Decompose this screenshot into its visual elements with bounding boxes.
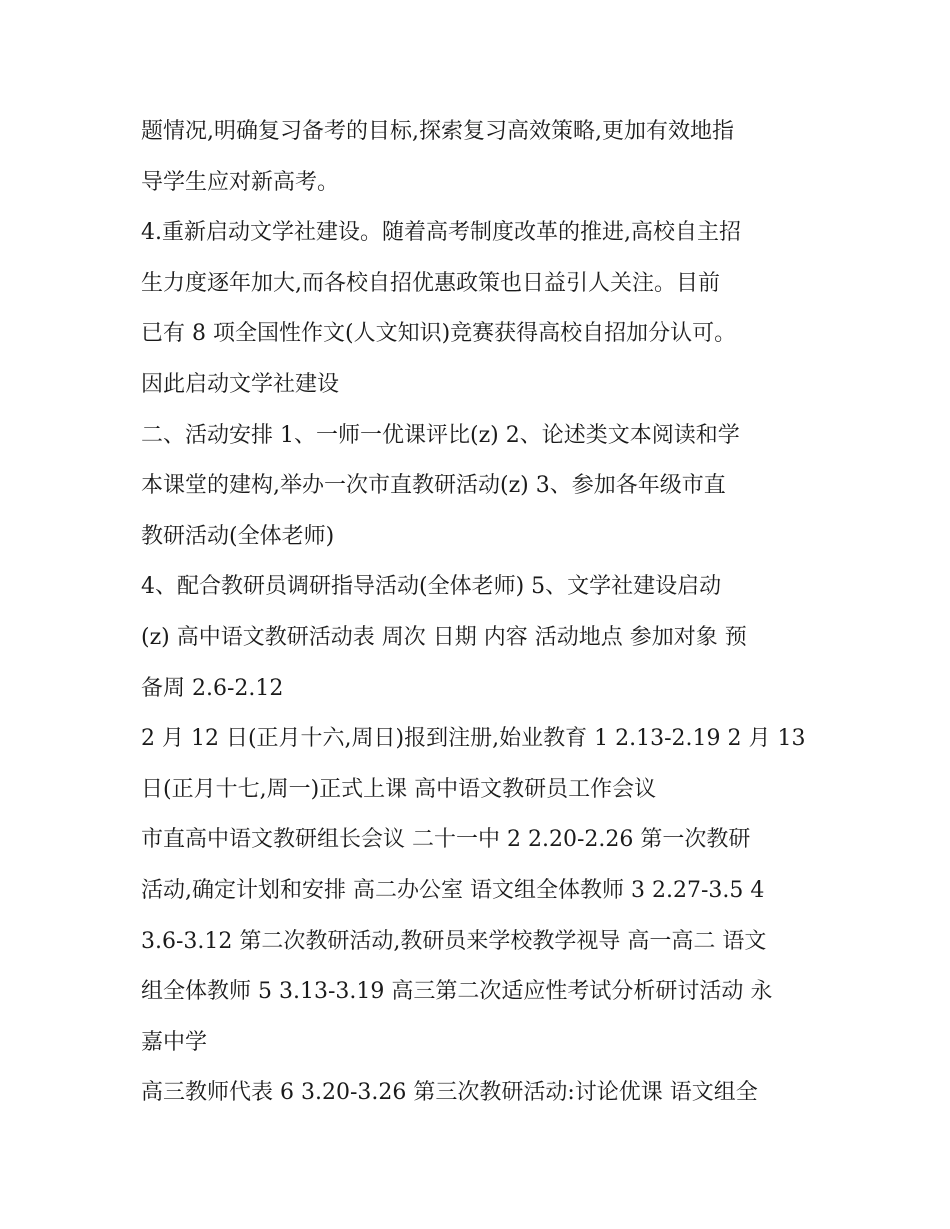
text-line: 题情况,明确复习备考的目标,探索复习高效策略,更加有效地指 [141,119,734,144]
text-line: 2 月 12 日(正月十六,周日)报到注册,始业教育 1 2.13-2.19 2 月 13 [141,726,806,752]
text-line: 教研活动(全体老师) [141,523,335,549]
text-line: 因此启动文学社建设 [141,371,340,397]
text-line: 高三教师代表 6 3.20-3.26 第三次教研活动:讨论优课 语文组全 [141,1080,758,1106]
text-line: 已有 8 项全国性作文(人文知识)竞赛获得高校自招加分认可。 [141,321,737,347]
document-body [141,107,821,1119]
text-line: 本课堂的建构,举办一次市直教研活动(z) 3、参加各年级市直 [141,473,726,499]
text-line: 日(正月十七,周一)正式上课 高中语文教研员工作会议 [141,776,657,802]
text-line: 市直高中语文教研组长会议 二十一中 2 2.20-2.26 第一次教研 [141,827,751,853]
text-line: 二、活动安排 1、一师一优课评比(z) 2、论述类文本阅读和学 [141,422,740,448]
text-line: 导学生应对新高考。 [141,169,340,195]
text-line: 组全体教师 5 3.13-3.19 高三第二次适应性考试分析研讨活动 永 [141,979,773,1005]
text-line: 活动,确定计划和安排 高二办公室 语文组全体教师 3 2.27-3.5 4 [141,877,765,903]
text-line: 4.重新启动文学社建设。随着高考制度改革的推进,高校自主招 [141,220,741,246]
text-line: 嘉中学 [141,1029,208,1055]
text-line: 4、配合教研员调研指导活动(全体老师) 5、文学社建设启动 [141,574,722,600]
text-line: 备周 2.6-2.12 [141,675,284,701]
text-line: (z) 高中语文教研活动表 周次 日期 内容 活动地点 参加对象 预 [141,624,747,650]
text-line: 3.6-3.12 第二次教研活动,教研员来学校教学视导 高一高二 语文 [141,928,767,954]
text-line: 生力度逐年加大,而各校自招优惠政策也日益引人关注。目前 [141,270,720,296]
